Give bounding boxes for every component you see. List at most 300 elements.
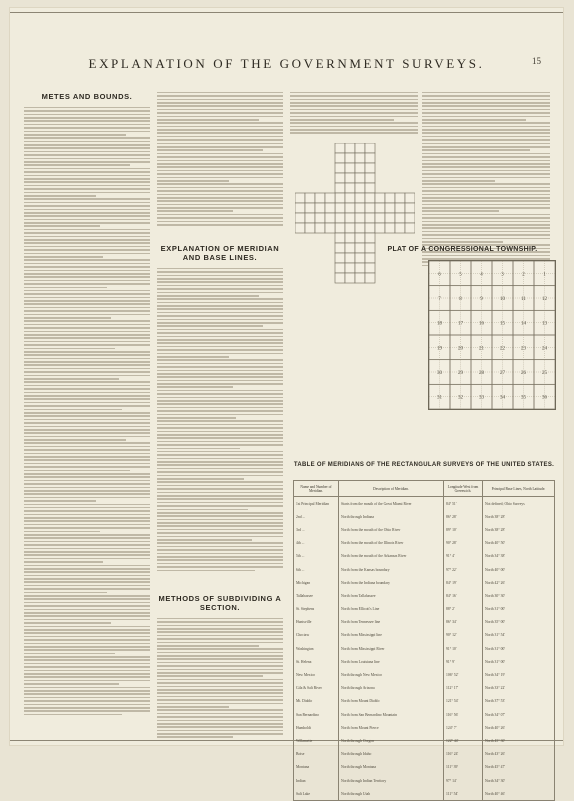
text-line — [157, 139, 283, 141]
text-line — [24, 381, 150, 383]
subdivision-cell — [305, 213, 315, 223]
cell-meridian-name: Boise — [294, 748, 339, 761]
text-line — [157, 386, 233, 388]
subdivision-cell — [345, 253, 355, 263]
text-line — [157, 713, 283, 715]
subdivision-cell — [365, 253, 375, 263]
section-number: 15 — [500, 321, 505, 327]
text-line — [24, 439, 126, 441]
subdivision-cell — [335, 203, 345, 213]
cell-description: North from Tennessee line — [339, 616, 444, 629]
subdivision-cell — [385, 223, 395, 233]
text-line — [157, 556, 283, 558]
text-line — [157, 638, 283, 640]
text-line — [157, 376, 283, 378]
text-line — [157, 542, 283, 544]
text-line — [24, 487, 150, 489]
text-line — [157, 116, 283, 118]
text-line — [422, 132, 550, 134]
text-line — [24, 300, 150, 302]
text-line — [422, 221, 550, 223]
text-line — [24, 293, 150, 295]
text-line — [157, 498, 283, 500]
cell-meridian-name: Michigan — [294, 576, 339, 589]
text-line — [157, 631, 283, 633]
text-line — [157, 217, 283, 219]
text-line — [24, 622, 111, 624]
text-line — [24, 663, 150, 665]
text-line — [157, 221, 283, 223]
subdivision-cell — [365, 183, 375, 193]
text-line — [422, 207, 550, 209]
text-line — [24, 714, 122, 716]
section-title-meridian: EXPLANATION OF MERIDIAN AND BASE LINES. — [160, 244, 280, 262]
text-line — [157, 628, 283, 630]
text-line — [24, 222, 150, 224]
text-line — [157, 679, 283, 681]
subdivision-cell — [335, 183, 345, 193]
section-number: 20 — [458, 346, 463, 352]
text-line — [24, 446, 150, 448]
subdivision-cell — [365, 153, 375, 163]
cell-baseline: North 45° 47′ — [483, 761, 555, 774]
text-line — [157, 132, 283, 134]
text-line — [157, 281, 283, 283]
cell-description: North from the mouth of the Ohio River — [339, 523, 444, 536]
text-line — [422, 160, 550, 162]
cell-baseline: North 31° 00′ — [483, 655, 555, 668]
text-line — [157, 448, 240, 450]
text-line — [24, 697, 150, 699]
text-line — [24, 619, 150, 621]
cell-baseline: North 40° 26′ — [483, 721, 555, 734]
text-line — [290, 99, 418, 101]
text-line — [157, 546, 283, 548]
subdivision-cell — [355, 233, 365, 243]
text-line — [157, 329, 283, 331]
text-line — [24, 246, 150, 248]
cell-longitude: 112° 17′ — [444, 682, 483, 695]
text-line — [157, 458, 283, 460]
text-line — [24, 568, 150, 570]
subdivision-cell — [355, 263, 365, 273]
subdivision-cell — [365, 173, 375, 183]
text-line — [157, 519, 283, 521]
text-line — [157, 625, 283, 627]
text-line — [422, 95, 550, 97]
cell-meridian-name: Willamette — [294, 734, 339, 747]
text-line — [24, 168, 150, 170]
text-line — [157, 207, 283, 209]
text-line — [24, 331, 150, 333]
text-line — [422, 126, 550, 128]
text-line — [157, 363, 283, 365]
text-line — [24, 442, 150, 444]
text-line — [24, 456, 150, 458]
text-line — [24, 643, 150, 645]
cell-meridian-name: 5th ... — [294, 550, 339, 563]
text-line — [24, 327, 150, 329]
subdivision-cell — [395, 223, 405, 233]
cell-description: North from Louisiana line — [339, 655, 444, 668]
text-line — [24, 110, 150, 112]
cell-baseline: North 37° 53′ — [483, 695, 555, 708]
text-line — [157, 692, 283, 694]
text-line — [24, 415, 150, 417]
text-line — [157, 288, 283, 290]
section-number: 23 — [521, 346, 526, 352]
text-line — [157, 194, 283, 196]
text-line — [157, 478, 244, 480]
text-line — [24, 158, 150, 160]
text-line — [24, 219, 150, 221]
subdivision-cell — [355, 143, 365, 153]
subdivision-cell — [345, 223, 355, 233]
subdivision-cell — [305, 223, 315, 233]
table-header-name: Name and Number of Meridian. — [294, 481, 339, 497]
cell-meridian-name: Montana — [294, 761, 339, 774]
text-line — [24, 598, 150, 600]
cell-meridian-name: Choctaw — [294, 629, 339, 642]
text-line — [24, 595, 150, 597]
text-line — [24, 388, 150, 390]
text-line — [157, 434, 283, 436]
subdivision-cell — [345, 273, 355, 283]
subdivision-cell — [365, 143, 375, 153]
text-line — [24, 700, 150, 702]
cell-baseline: North 40° 00′ — [483, 563, 555, 576]
text-line — [157, 536, 283, 538]
cell-description: North from the Kansas boundary — [339, 563, 444, 576]
subdivision-cell — [395, 203, 405, 213]
subdivision-cell — [315, 203, 325, 213]
text-line — [422, 227, 550, 229]
text-line — [24, 490, 150, 492]
subdivision-cell — [325, 223, 335, 233]
text-line — [422, 122, 550, 124]
text-line — [24, 239, 150, 241]
text-line — [422, 200, 550, 202]
subdivision-cell — [315, 213, 325, 223]
text-line — [157, 682, 283, 684]
text-line — [24, 449, 150, 451]
text-line — [24, 276, 150, 278]
section-number: 4 — [480, 272, 483, 278]
cell-description: North through Utah — [339, 787, 444, 801]
text-line — [157, 370, 283, 372]
cell-baseline: North 40° 50′ — [483, 537, 555, 550]
cell-baseline: North 33° 22′ — [483, 682, 555, 695]
table-row — [294, 523, 555, 536]
text-line — [157, 400, 283, 402]
text-line — [157, 444, 283, 446]
body-text-col2-top — [157, 90, 283, 238]
body-text-col2-mid — [157, 266, 283, 588]
text-line — [24, 164, 130, 166]
text-line — [157, 136, 283, 138]
subdivision-cell — [385, 193, 395, 203]
text-line — [157, 451, 283, 453]
subdivision-cell — [345, 203, 355, 213]
text-line — [157, 492, 283, 494]
table-row — [294, 734, 555, 747]
subdivision-cell — [375, 193, 385, 203]
text-line — [157, 618, 283, 620]
cell-meridian-name: St. Stephens — [294, 603, 339, 616]
cell-meridian-name: Washington — [294, 642, 339, 655]
cell-baseline: North 38° 28′ — [483, 510, 555, 523]
text-line — [157, 305, 283, 307]
cell-meridian-name: Huntsville — [294, 616, 339, 629]
subdivision-cell — [385, 213, 395, 223]
text-line — [24, 324, 150, 326]
section-number: 31 — [437, 395, 442, 401]
subdivision-cell — [365, 273, 375, 283]
text-line — [24, 629, 150, 631]
text-line — [24, 310, 150, 312]
text-line — [157, 502, 283, 504]
text-line — [290, 105, 418, 107]
subdivision-cell — [335, 143, 345, 153]
text-line — [24, 585, 150, 587]
text-line — [422, 119, 526, 121]
section-number: 2 — [522, 272, 525, 278]
text-line — [24, 263, 150, 265]
text-line — [157, 417, 236, 419]
text-line — [24, 520, 150, 522]
text-line — [24, 537, 150, 539]
text-line — [157, 716, 283, 718]
subdivision-cell — [345, 163, 355, 173]
subdivision-cell — [335, 153, 345, 163]
subdivision-cell — [295, 193, 305, 203]
text-line — [24, 483, 150, 485]
text-line — [24, 178, 150, 180]
table-row — [294, 668, 555, 681]
subdivision-cell — [325, 203, 335, 213]
section-number: 32 — [458, 395, 463, 401]
cell-description: North from the Indiana boundary — [339, 576, 444, 589]
text-line — [157, 302, 283, 304]
subdivision-cell — [355, 153, 365, 163]
text-line — [422, 231, 550, 233]
cell-baseline: North 34° 19′ — [483, 668, 555, 681]
text-line — [24, 385, 150, 387]
cell-longitude: 111° 54′ — [444, 787, 483, 801]
section-title-subdividing: METHODS OF SUBDIVIDING A SECTION. — [158, 594, 282, 612]
text-line — [157, 706, 229, 708]
subdivision-cell — [365, 163, 375, 173]
subdivision-cell — [295, 213, 305, 223]
text-line — [24, 453, 150, 455]
text-line — [24, 602, 150, 604]
text-line — [24, 541, 150, 543]
text-line — [157, 424, 283, 426]
text-line — [24, 615, 150, 617]
text-line — [24, 141, 150, 143]
text-line — [24, 466, 150, 468]
subdivision-cell — [395, 213, 405, 223]
text-line — [24, 151, 150, 153]
cell-meridian-name: 3rd ... — [294, 523, 339, 536]
text-line — [290, 119, 394, 121]
cell-description: North from Ellicott's Line — [339, 603, 444, 616]
cell-description: North through Idaho — [339, 748, 444, 761]
text-line — [290, 132, 418, 134]
text-line — [24, 202, 150, 204]
text-line — [422, 183, 550, 185]
page-number: 15 — [532, 56, 541, 66]
text-line — [157, 92, 283, 94]
text-line — [157, 675, 263, 677]
text-line — [157, 672, 283, 674]
text-line — [24, 131, 150, 133]
text-line — [24, 656, 150, 658]
text-line — [157, 488, 283, 490]
text-line — [157, 736, 233, 738]
cell-description: North from the mouth of the Illinois River — [339, 537, 444, 550]
text-line — [24, 666, 150, 668]
text-line — [24, 205, 150, 207]
text-line — [422, 109, 550, 111]
text-line — [422, 255, 550, 257]
text-line — [157, 525, 283, 527]
cell-baseline: North 40° 46′ — [483, 787, 555, 801]
table-row — [294, 682, 555, 695]
section-number: 14 — [521, 321, 526, 327]
section-number: 18 — [437, 321, 442, 327]
text-line — [157, 645, 259, 647]
text-line — [157, 563, 283, 565]
section-number: 19 — [437, 346, 442, 352]
text-line — [157, 180, 229, 182]
text-line — [24, 558, 150, 560]
subdivision-cell — [335, 233, 345, 243]
text-line — [24, 687, 150, 689]
text-line — [157, 356, 229, 358]
text-line — [24, 344, 150, 346]
text-line — [290, 126, 418, 128]
text-line — [157, 454, 283, 456]
table-row — [294, 655, 555, 668]
text-line — [24, 212, 150, 214]
text-line — [157, 99, 283, 101]
subdivision-cell — [405, 223, 415, 233]
text-line — [24, 337, 150, 339]
text-line — [24, 364, 150, 366]
text-line — [24, 497, 150, 499]
text-line — [157, 112, 283, 114]
text-line — [24, 242, 150, 244]
text-line — [157, 658, 283, 660]
table-row — [294, 510, 555, 523]
section-number: 1 — [543, 272, 546, 278]
text-line — [157, 312, 283, 314]
text-line — [422, 166, 550, 168]
cell-longitude: 84° 16′ — [444, 589, 483, 602]
text-line — [24, 632, 150, 634]
text-line — [24, 375, 150, 377]
text-line — [157, 275, 283, 277]
section-number: 28 — [479, 371, 484, 376]
cell-meridian-name: Mt. Diablo — [294, 695, 339, 708]
subdivision-cell — [345, 173, 355, 183]
subdivision-cell — [335, 273, 345, 283]
text-line — [24, 334, 150, 336]
table-row — [294, 537, 555, 550]
subdivision-cell — [355, 203, 365, 213]
text-line — [24, 320, 150, 322]
text-line — [157, 665, 283, 667]
text-line — [24, 588, 150, 590]
subdivision-cell — [345, 243, 355, 253]
text-line — [24, 290, 150, 292]
text-line — [157, 686, 283, 688]
text-line — [24, 259, 150, 261]
text-line — [24, 171, 150, 173]
text-line — [24, 198, 150, 200]
text-line — [24, 232, 150, 234]
section-number: 12 — [542, 297, 547, 302]
text-line — [422, 163, 550, 165]
text-line — [422, 197, 550, 199]
subdivision-cell — [345, 183, 355, 193]
cell-longitude: 91° 9′ — [444, 655, 483, 668]
text-line — [24, 215, 150, 217]
text-line — [24, 392, 150, 394]
text-line — [157, 325, 263, 327]
text-line — [24, 605, 150, 607]
cell-longitude: 90° 28′ — [444, 537, 483, 550]
text-line — [157, 403, 283, 405]
table-row — [294, 642, 555, 655]
subdivision-cell — [385, 203, 395, 213]
table-header-description: Description of Meridian. — [339, 481, 444, 497]
text-line — [24, 531, 100, 533]
text-line — [157, 532, 283, 534]
text-line — [24, 405, 150, 407]
text-line — [157, 173, 283, 175]
table-header-baselines: Principal Base Lines, North Latitude. — [483, 481, 555, 497]
text-line — [157, 471, 283, 473]
top-border — [10, 12, 563, 13]
text-line — [24, 476, 150, 478]
text-line — [157, 380, 283, 382]
subdivision-cell — [355, 163, 365, 173]
text-line — [157, 642, 283, 644]
text-line — [24, 704, 150, 706]
section-number: 35 — [521, 395, 526, 401]
section-number: 17 — [458, 321, 463, 327]
text-line — [422, 105, 550, 107]
text-line — [24, 371, 150, 373]
text-line — [157, 655, 283, 657]
subdivision-cell — [365, 223, 375, 233]
text-line — [157, 696, 283, 698]
table-row — [294, 761, 555, 774]
text-line — [24, 188, 150, 190]
text-line — [290, 129, 418, 131]
text-line — [157, 669, 283, 671]
subdivision-cell — [295, 223, 305, 233]
text-line — [157, 187, 283, 189]
text-line — [24, 144, 150, 146]
text-line — [24, 517, 150, 519]
text-line — [24, 147, 150, 149]
text-line — [290, 112, 418, 114]
section-number: 30 — [437, 371, 442, 376]
text-line — [157, 553, 283, 555]
